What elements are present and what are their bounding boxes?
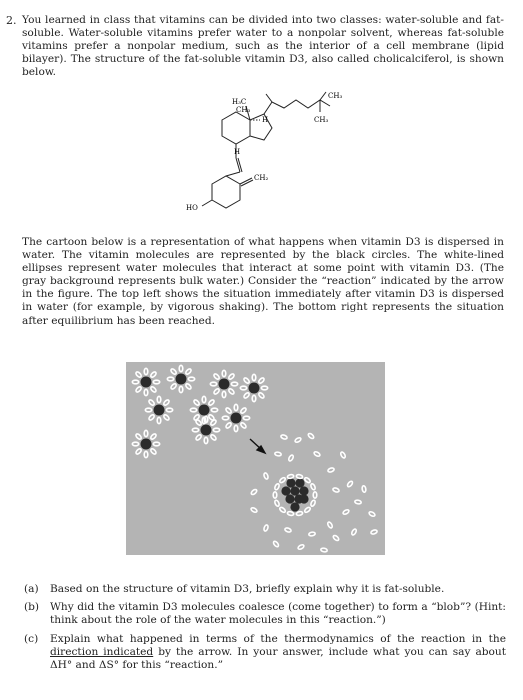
part-a-text: Based on the structure of vitamin D3, briefly explain why it is fat-soluble.	[50, 583, 445, 595]
blob-molecule	[286, 478, 295, 487]
part-b-text: Why did the vitamin D3 molecules coalesce (come together) to form a “blob”? (Hint: think about the role of the water molecules in this “reaction.”)	[50, 601, 506, 627]
label-h-junction: H	[262, 116, 269, 124]
part-b-label: (b)	[24, 601, 40, 614]
vitamin-d3-molecule	[141, 377, 152, 388]
question-number: 2.	[6, 14, 17, 27]
blob-molecule	[285, 494, 294, 503]
blob-molecule	[299, 494, 308, 503]
part-c-text-before: Explain what happened in terms of the thermodynamics of the reaction in the	[50, 632, 506, 645]
label-ch3-terminal-b: CH₃	[314, 116, 329, 124]
vitamin-d3-molecule	[201, 425, 212, 436]
vitamin-d3-molecule	[176, 374, 187, 385]
label-ho: HO	[186, 204, 198, 212]
vitamin-d3-molecule	[219, 379, 230, 390]
part-a-label: (a)	[24, 583, 39, 595]
question-parts	[24, 583, 506, 677]
label-ch3-junction: CH₃	[236, 106, 251, 114]
blob-molecule	[281, 486, 290, 495]
label-ch3-terminal-a: CH₃	[328, 92, 343, 100]
part-a	[24, 583, 506, 596]
ring-d	[250, 114, 272, 140]
vitamin-d3-molecule	[154, 405, 165, 416]
part-b	[24, 601, 506, 627]
blob-molecule	[290, 502, 299, 511]
part-c-label: (c)	[24, 632, 39, 645]
part-c	[24, 633, 506, 673]
part-c-text-after: by the arrow. In your answer, include what you can say about ΔH° and ΔS° for this “reaction.”	[50, 645, 506, 672]
dispersion-cartoon	[126, 362, 385, 555]
blob-molecule	[295, 478, 304, 487]
vitamin-d3-molecule	[141, 439, 152, 450]
cartoon-description: The cartoon below is a representation of what happens when vitamin D3 is dispersed in water. The vitamin molecules are represented by the black circles. The white-lined ellipses represent water molecules that interact at some point with vitamin D3. (The gray background represents bulk water.) Consider the “reaction” indicated by the arrow in the figure. The top left shows the situation immediately after vitamin D3 is dispersed in water (for example, by vigorous shaking). The bottom right represents the situation after equilibrium has been reached.	[22, 236, 504, 327]
label-h-ring: H	[234, 148, 241, 156]
label-h3c: H₃C	[232, 98, 247, 106]
vitamin-d3-molecule	[231, 413, 242, 424]
blob-molecule	[299, 486, 308, 495]
blob-molecule	[290, 486, 299, 495]
label-ch2: CH₂	[254, 174, 269, 182]
part-c-text-underlined: direction indicated	[50, 645, 154, 658]
ring-a	[212, 176, 240, 208]
vitamin-d3-structure	[180, 88, 350, 224]
vitamin-d3-molecule	[199, 405, 210, 416]
part-c-text	[50, 633, 506, 673]
vitamin-d3-molecule	[249, 383, 260, 394]
ring-c	[222, 112, 250, 144]
intro-paragraph: You learned in class that vitamins can be divided into two classes: water-soluble and fat-soluble. Water-soluble vitamins prefer water to a nonpolar solvent, whereas fat-soluble vitamins prefer a nonpolar medium, such as the interior of a cell membrane (lipid bilayer). The structure of the fat-soluble vitamin D3, also called cholicalciferol, is shown below.	[22, 14, 504, 79]
